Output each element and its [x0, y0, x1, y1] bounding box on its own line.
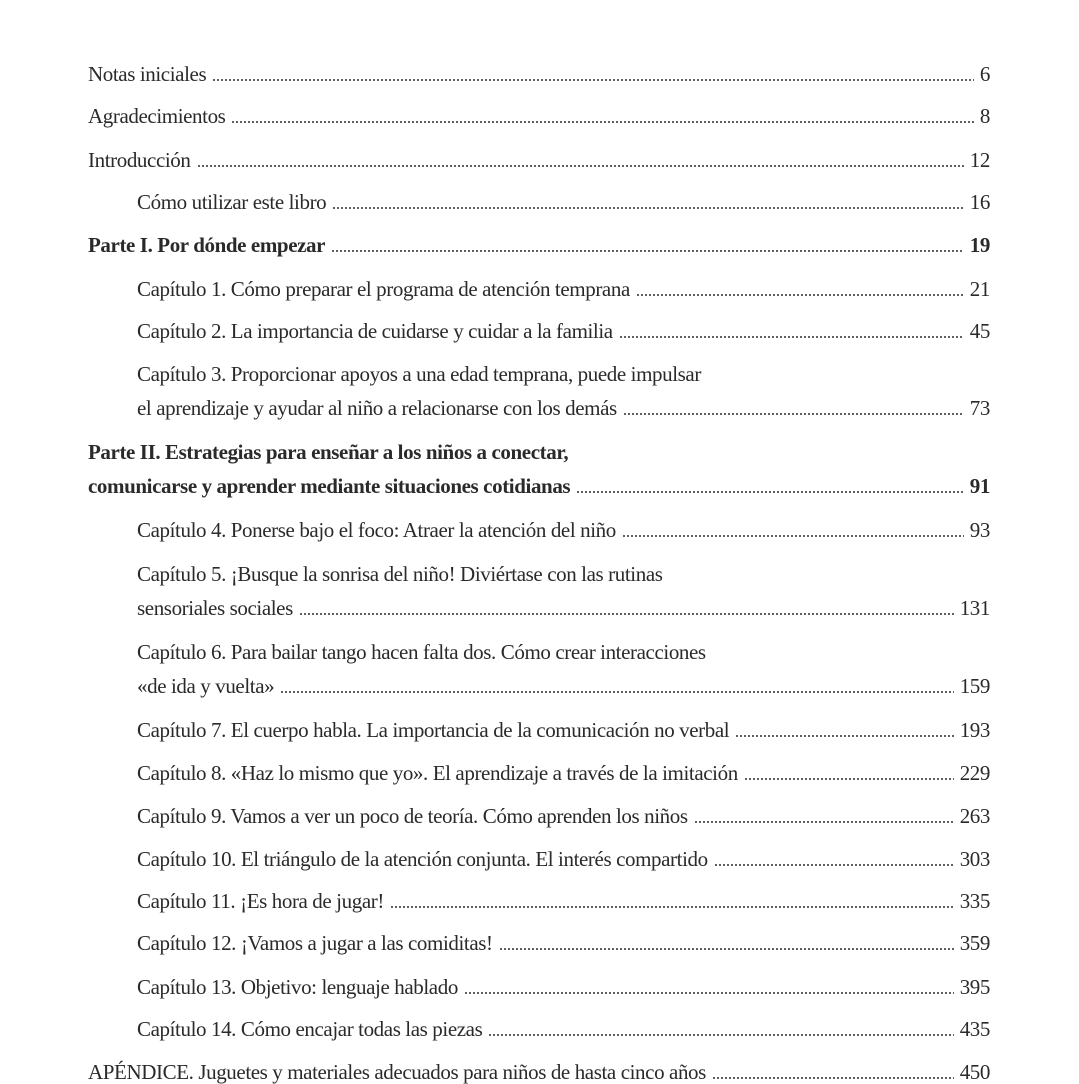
toc-entry-line [88, 1060, 990, 1084]
toc-entry-line [137, 1017, 990, 1041]
toc-entry-title: comunicarse y aprender mediante situaciones cotidianas [88, 474, 571, 498]
toc-entry[interactable] [88, 62, 990, 86]
dot-leader [619, 336, 964, 338]
toc-entry[interactable] [137, 640, 990, 698]
toc-entry-line [137, 674, 990, 698]
toc-entry-title: Capítulo 4. Ponerse bajo el foco: Atraer la atención del niño [137, 518, 616, 542]
toc-entry[interactable] [137, 889, 990, 913]
dot-leader [744, 778, 954, 780]
toc-entry-title: Capítulo 8. «Haz lo mismo que yo». El aprendizaje a través de la imitación [137, 761, 738, 785]
toc-entry-line [88, 474, 990, 498]
toc-entry-title-line: Parte II. Estrategias para enseñar a los niños a conectar, [88, 440, 569, 464]
toc-entry-page-number: 8 [979, 104, 990, 128]
dot-leader [488, 1034, 953, 1036]
toc-entry-title-line: Capítulo 3. Proporcionar apoyos a una edad temprana, puede impulsar [137, 362, 701, 386]
toc-entry-page-number: 359 [959, 931, 990, 955]
toc-entry-line [88, 148, 990, 172]
toc-entry-title: Capítulo 7. El cuerpo habla. La importancia de la comunicación no verbal [137, 718, 730, 742]
toc-entry[interactable] [88, 148, 990, 172]
toc-entry-page-number: 45 [969, 319, 990, 343]
toc-entry-line [137, 761, 990, 785]
toc-entry-page-number: 263 [959, 804, 990, 828]
toc-entry-page-number: 131 [959, 596, 990, 620]
dot-leader [636, 294, 964, 296]
toc-entry[interactable] [137, 319, 990, 343]
toc-entry-line [137, 277, 990, 301]
dot-leader [212, 79, 974, 81]
toc-entry-title-line: Capítulo 6. Para bailar tango hacen falta dos. Cómo crear interacciones [137, 640, 706, 664]
toc-entry-title: Notas iniciales [88, 62, 207, 86]
toc-entry-line [137, 396, 990, 420]
toc-entry-page-number: 6 [979, 62, 990, 86]
toc-entry-title: Capítulo 9. Vamos a ver un poco de teoría. Cómo aprenden los niños [137, 804, 688, 828]
toc-entry[interactable] [88, 104, 990, 128]
dot-leader [331, 250, 964, 252]
dot-leader [332, 207, 964, 209]
toc-entry-line [137, 847, 990, 871]
toc-entry-title: el aprendizaje y ayudar al niño a relacionarse con los demás [137, 396, 617, 420]
toc-entry[interactable] [137, 277, 990, 301]
toc-entry[interactable] [88, 233, 990, 257]
toc-entry-line [137, 718, 990, 742]
toc-entry[interactable] [88, 1060, 990, 1084]
toc-entry-page-number: 395 [959, 975, 990, 999]
dot-leader [499, 948, 954, 950]
toc-entry-page-number: 159 [959, 674, 990, 698]
toc-entry-page-number: 91 [969, 474, 990, 498]
toc-entry-title: Capítulo 14. Cómo encajar todas las piezas [137, 1017, 483, 1041]
toc-entry-title: Introducción [88, 148, 191, 172]
toc-entry[interactable] [137, 931, 990, 955]
toc-entry-page-number: 435 [959, 1017, 990, 1041]
dot-leader [280, 691, 953, 693]
toc-entry-page-number: 335 [959, 889, 990, 913]
dot-leader [623, 413, 964, 415]
toc-entry[interactable] [137, 362, 990, 420]
dot-leader [735, 735, 953, 737]
toc-entry-title: Capítulo 1. Cómo preparar el programa de atención temprana [137, 277, 630, 301]
toc-entry-title: Capítulo 13. Objetivo: lenguaje hablado [137, 975, 458, 999]
toc-entry-title: Parte I. Por dónde empezar [88, 233, 326, 257]
toc-entry-title: Capítulo 10. El triángulo de la atención conjunta. El interés compartido [137, 847, 708, 871]
toc-entry-line [88, 62, 990, 86]
dot-leader [694, 821, 954, 823]
toc-entry-page-number: 21 [969, 277, 990, 301]
dot-leader [299, 613, 954, 615]
toc-entry-line [137, 804, 990, 828]
toc-entry-line [137, 319, 990, 343]
toc-entry-title: Cómo utilizar este libro [137, 190, 327, 214]
dot-leader [714, 864, 954, 866]
toc-entry-line [137, 889, 990, 913]
toc-entry-line [137, 518, 990, 542]
toc-entry[interactable] [137, 847, 990, 871]
toc-entry-title: Capítulo 11. ¡Es hora de jugar! [137, 889, 384, 913]
toc-entry-line [137, 190, 990, 214]
toc-entry-title: Agradecimientos [88, 104, 226, 128]
toc-entry-page-number: 303 [959, 847, 990, 871]
toc-entry-page-number: 73 [969, 396, 990, 420]
toc-entry[interactable] [137, 190, 990, 214]
toc-entry-line [137, 975, 990, 999]
dot-leader [197, 165, 964, 167]
toc-entry[interactable] [88, 440, 990, 498]
toc-entry-title-line: Capítulo 5. ¡Busque la sonrisa del niño! Diviértase con las rutinas [137, 562, 663, 586]
dot-leader [390, 906, 954, 908]
toc-entry-title: sensoriales sociales [137, 596, 293, 620]
toc-entry-line [88, 233, 990, 257]
toc-entry-page-number: 229 [959, 761, 990, 785]
dot-leader [464, 992, 954, 994]
toc-entry[interactable] [137, 975, 990, 999]
toc-entry-line [88, 104, 990, 128]
toc-entry-title: Capítulo 2. La importancia de cuidarse y cuidar a la familia [137, 319, 613, 343]
toc-entry[interactable] [137, 804, 990, 828]
toc-entry-page-number: 19 [969, 233, 990, 257]
dot-leader [231, 121, 973, 123]
toc-entry[interactable] [137, 761, 990, 785]
toc-entry-line [137, 931, 990, 955]
toc-entry-page-number: 450 [959, 1060, 990, 1084]
toc-entry[interactable] [137, 718, 990, 742]
toc-entry[interactable] [137, 562, 990, 620]
toc-entry-page-number: 12 [969, 148, 990, 172]
toc-entry-page-number: 16 [969, 190, 990, 214]
toc-entry-title: APÉNDICE. Juguetes y materiales adecuados para niños de hasta cinco años [88, 1060, 706, 1084]
toc-entry[interactable] [137, 1017, 990, 1041]
dot-leader [622, 535, 964, 537]
toc-entry-line [137, 596, 990, 620]
toc-entry-title: Capítulo 12. ¡Vamos a jugar a las comiditas! [137, 931, 493, 955]
toc-entry-title: «de ida y vuelta» [137, 674, 275, 698]
toc-entry-page-number: 93 [969, 518, 990, 542]
toc-entry[interactable] [137, 518, 990, 542]
toc-entry-page-number: 193 [959, 718, 990, 742]
dot-leader [576, 491, 964, 493]
